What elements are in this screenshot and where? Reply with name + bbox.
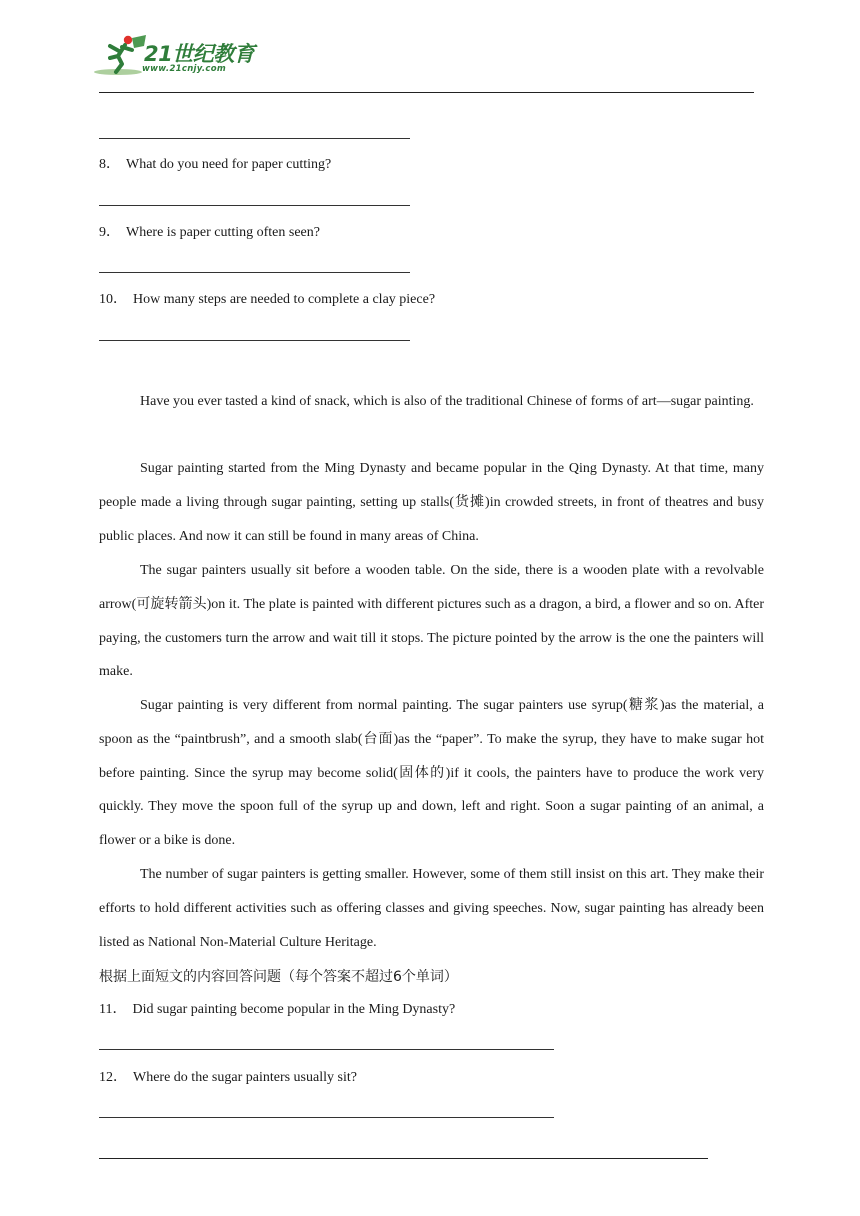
answer-line (99, 205, 410, 206)
question-text: Where is paper cutting often seen? (126, 225, 320, 240)
footer-rule (99, 1158, 708, 1159)
passage-paragraph: Have you ever tasted a kind of snack, which is also of the traditional Chinese of forms of art—sugar painting. (140, 394, 754, 409)
answer-line (99, 340, 410, 341)
header-rule (99, 92, 754, 93)
question-11 (99, 1002, 455, 1018)
runner-logo-icon (92, 34, 148, 78)
passage-paragraph: Sugar painting is very different from normal painting. The sugar painters use syrup(糖浆)as the material, a spoon as the “paintbrush”, and a smooth slab(台面)as the “paper”. To make the syrup, they have to make sugar hot before painting. Since the syrup may become solid(固体的)if it cools, the painters have to produce the work very quickly. They move the spoon full of the syrup up and down, left and right. Soon a sugar painting of an animal, a flower or a bike is done. (99, 698, 764, 849)
question-number: 9． (99, 225, 120, 240)
question-number: 12． (99, 1070, 127, 1085)
question-text: Did sugar painting become popular in the Ming Dynasty? (132, 1002, 456, 1017)
question-text: What do you need for paper cutting? (126, 157, 332, 172)
logo-text: 21世纪教育 (144, 42, 255, 66)
answer-line (99, 1049, 554, 1050)
question-8 (99, 157, 331, 173)
logo-url: www.21cnjy.com (142, 64, 226, 74)
question-text: How many steps are needed to complete a clay piece? (133, 292, 436, 307)
instruction-text: 根据上面短文的内容回答问题（每个答案不超过6个单词） (99, 969, 458, 985)
question-number: 8． (99, 157, 120, 172)
answer-line (99, 1117, 554, 1118)
question-number: 11． (99, 1002, 127, 1017)
answer-line (99, 272, 410, 273)
passage-paragraph: The sugar painters usually sit before a wooden table. On the side, there is a wooden plate with a revolvable arrow(可旋转箭头)on it. The plate is painted with different pictures such as a dragon, a bird, a flower and so on. After paying, the customers turn the arrow and wait till it stops. The picture pointed by the arrow is the one the painters will make. (99, 563, 764, 680)
passage-paragraph: The number of sugar painters is getting smaller. However, some of them still insist on this art. They make their efforts to hold different activities such as offering classes and giving speeches. Now, sugar painting has already been listed as National Non-Material Culture Heritage. (99, 867, 764, 950)
question-9 (99, 225, 320, 241)
question-text: Where do the sugar painters usually sit? (133, 1070, 357, 1085)
site-logo (92, 34, 262, 78)
passage-paragraph: Sugar painting started from the Ming Dynasty and became popular in the Qing Dynasty. At that time, many people made a living through sugar painting, setting up stalls(货摊)in crowded streets, in front of theatres and busy public places. And now it can still be found in many areas of China. (99, 461, 764, 544)
question-number: 10． (99, 292, 127, 307)
question-12 (99, 1070, 357, 1086)
question-10 (99, 292, 435, 308)
answer-line (99, 138, 410, 139)
